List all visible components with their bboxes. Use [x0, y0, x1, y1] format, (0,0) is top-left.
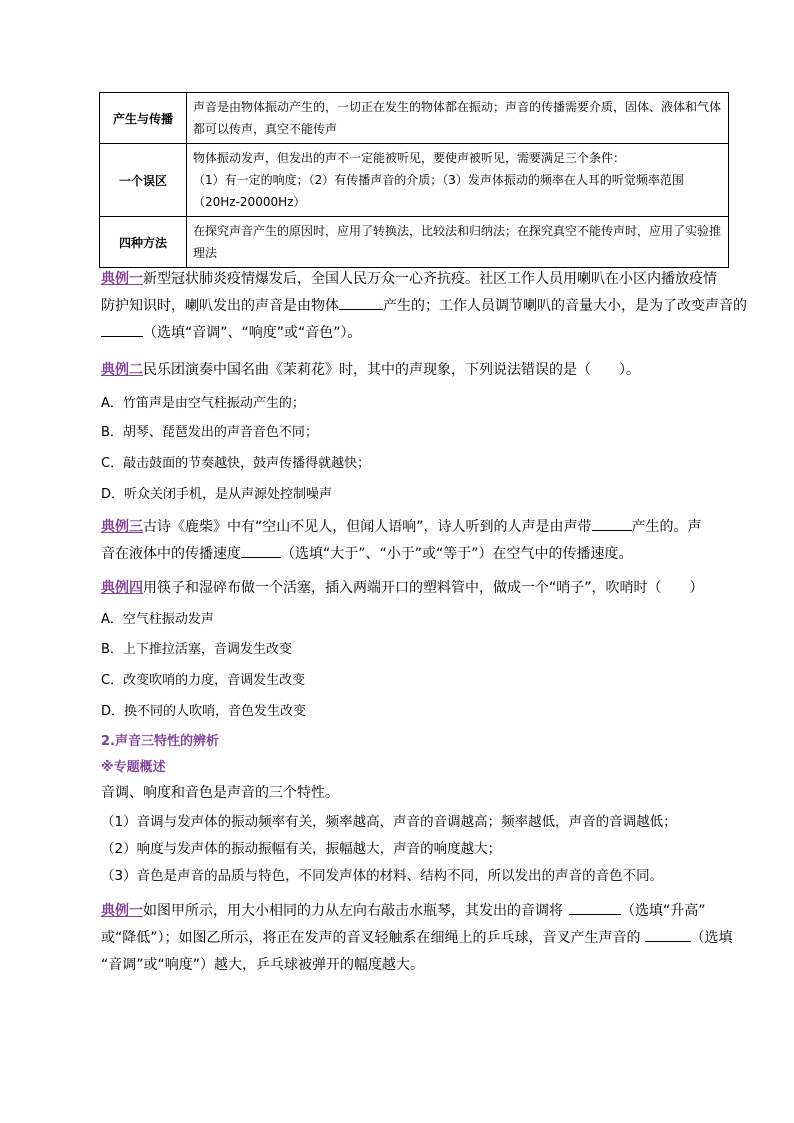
answer-blank[interactable] — [101, 320, 143, 337]
example-text: （选填“升高” — [621, 903, 706, 919]
option-b[interactable]: B．上下推拉活塞，音调发生改变 — [101, 642, 292, 657]
example-text: 用筷子和湿碎布做一个活塞，插入两端开口的塑料管中，做成一个“哨子”，吹哨时（ ） — [143, 580, 704, 596]
row-key: 四种方法 — [100, 217, 187, 268]
example-label: 典例一 — [101, 903, 143, 919]
row-line: （20Hz-20000Hz） — [193, 195, 306, 209]
section-point: （3）音色是声音的品质与特色，不同发声体的材料、结构不同，所以发出的声音的音色不同。 — [101, 868, 664, 884]
row-value — [187, 217, 729, 268]
row-key: 产生与传播 — [100, 93, 187, 144]
row-line: 在探究声音产生的原因时，应用了转换法，比较法和归纳法；在探究真空不能传声时，应用了实验推 — [193, 224, 722, 238]
example-label: 典例一 — [101, 271, 143, 287]
option-d[interactable]: D．听众关闭手机，是从声源处控制噪声 — [101, 487, 333, 502]
table-row — [100, 93, 729, 144]
example-2 — [101, 357, 729, 384]
row-key: 一个误区 — [100, 144, 187, 217]
example-text: 古诗《鹿柴》中有“空山不见人，但闻人语响”，诗人听到的人声是由声带 — [143, 519, 592, 535]
section-subheading: ※专题概述 — [101, 760, 166, 775]
answer-blank[interactable] — [592, 514, 632, 531]
option-c[interactable]: C．敲击鼓面的节奏越快，鼓声传播得就越快； — [101, 456, 371, 471]
example-text: 或“降低”）；如图乙所示，将正在发声的音叉轻触系在细绳上的乒乓球，音叉产生声音的 — [101, 930, 641, 946]
example-text: 音在液体中的传播速度 — [101, 546, 241, 562]
table-row — [100, 144, 729, 217]
row-value — [187, 144, 729, 217]
example-label: 典例二 — [101, 362, 143, 378]
example-text: “音调”或“响度”）越大，乒乓球被弹开的幅度越大。 — [101, 957, 425, 973]
option-a[interactable]: A．空气柱振动发声 — [101, 612, 214, 627]
example-label: 典例四 — [101, 580, 143, 596]
example-4 — [101, 575, 729, 602]
answer-blank[interactable] — [645, 925, 691, 942]
option-a[interactable]: A．竹笛声是由空气柱振动产生的； — [101, 396, 305, 411]
section-point: （2）响度与发声体的振动振幅有关，振幅越大，声音的响度越大； — [101, 841, 502, 857]
answer-blank[interactable] — [241, 541, 281, 558]
example-1 — [101, 266, 747, 347]
section-intro: 音调、响度和音色是声音的三个特性。 — [101, 785, 339, 801]
row-line: 物体振动发声，但发出的声不一定能被听见，要使声被听见，需要满足三个条件： — [193, 151, 626, 165]
example-text: （选填 — [690, 930, 733, 946]
table-row — [100, 217, 729, 268]
row-value — [187, 93, 729, 144]
example-text: 产生的；工作人员调节喇叭的音量大小，是为了改变声音的 — [383, 298, 747, 314]
option-b[interactable]: B．胡琴、琵琶发出的声音音色不同； — [101, 425, 318, 440]
row-line: 都可以传声，真空不能传声 — [193, 122, 338, 136]
example-text: 新型冠状肺炎疫情爆发后，全国人民万众一心齐抗疫。社区工作人员用喇叭在小区内播放疫情 — [143, 271, 717, 287]
row-line: 声音是由物体振动产生的，一切正在发生的物体都在振动；声音的传播需要介质，固体、液体和气体 — [193, 100, 722, 114]
section-point: （1）音调与发声体的振动频率有关，频率越高，声音的音调越高；频率越低，声音的音调越低； — [101, 814, 677, 830]
example-label: 典例三 — [101, 519, 143, 535]
summary-table — [99, 92, 729, 268]
section-heading: 2.声音三特性的辨析 — [101, 734, 219, 749]
answer-blank[interactable] — [569, 898, 621, 915]
option-c[interactable]: C．改变吹哨的力度，音调发生改变 — [101, 673, 306, 688]
example-text: （选填“音调”、“响度”或“音色”）。 — [143, 325, 362, 341]
option-d[interactable]: D．换不同的人吹哨，音色发生改变 — [101, 704, 307, 719]
example-text: 产生的。声 — [631, 519, 702, 535]
row-line: 理法 — [193, 246, 218, 260]
answer-blank[interactable] — [339, 293, 383, 310]
example-text: 如图甲所示，用大小相同的力从左向右敲击水瓶琴，其发出的音调将 — [143, 903, 563, 919]
example-text: 民乐团演奏中国名曲《茉莉花》时，其中的声现象，下列说法错误的是（ ）。 — [143, 362, 640, 378]
example-section2 — [101, 898, 733, 979]
example-text: （选填“大于”、“小于”或“等于”）在空气中的传播速度。 — [281, 546, 633, 562]
example-text: 防护知识时，喇叭发出的声音是由物体 — [101, 298, 339, 314]
row-line: （1）有一定的响度；（2）有传播声音的介质；（3）发声体振动的频率在人耳的听觉频率范围 — [193, 173, 684, 187]
example-3 — [101, 514, 729, 568]
